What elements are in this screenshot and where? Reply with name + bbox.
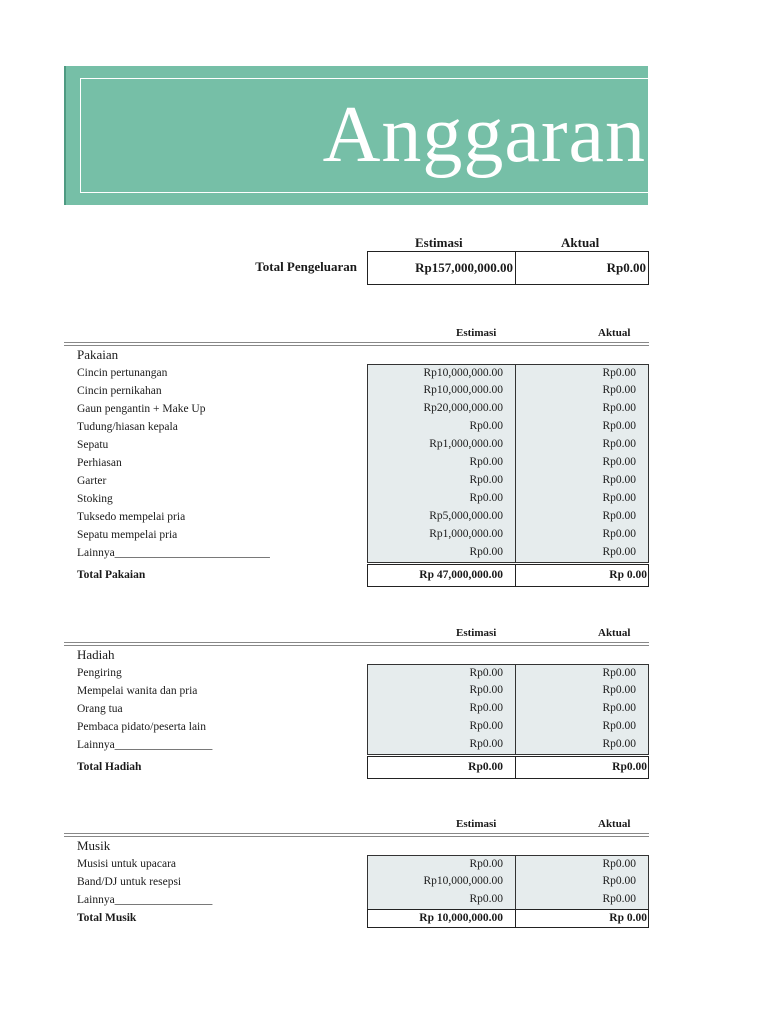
budget-row: [64, 891, 649, 909]
aktual-cell[interactable]: Rp0.00: [516, 436, 648, 454]
estimasi-header: Estimasi: [456, 327, 497, 339]
section-hadiah: [64, 627, 649, 779]
estimasi-cell[interactable]: Rp5,000,000.00: [368, 508, 516, 526]
estimasi-cell[interactable]: Rp0.00: [368, 418, 516, 436]
estimasi-cell[interactable]: Rp0.00: [368, 665, 516, 682]
aktual-header: Aktual: [598, 627, 631, 639]
total-label: Total Musik: [77, 912, 137, 924]
section-pakaian: [64, 327, 649, 587]
budget-rows: [64, 664, 649, 754]
section-total-row: [64, 564, 649, 587]
row-label: Pengiring: [77, 667, 122, 679]
row-label: Orang tua: [77, 703, 123, 715]
aktual-cell[interactable]: Rp0.00: [516, 856, 648, 873]
section-title: Hadiah: [77, 647, 115, 662]
row-label: Lainnya_________________: [77, 739, 213, 751]
budget-row: [64, 490, 649, 508]
estimasi-cell[interactable]: Rp1,000,000.00: [368, 436, 516, 454]
aktual-cell[interactable]: Rp0.00: [516, 544, 648, 562]
aktual-cell[interactable]: Rp0.00: [516, 418, 648, 436]
estimasi-cell[interactable]: Rp0.00: [368, 891, 516, 909]
aktual-cell[interactable]: Rp0.00: [516, 454, 648, 472]
row-label: Garter: [77, 475, 107, 487]
column-headers: [64, 627, 649, 641]
total-estimasi[interactable]: Rp0.00: [368, 757, 516, 778]
total-aktual[interactable]: Rp0.00: [612, 761, 647, 773]
budget-row: [64, 873, 649, 891]
budget-row: [64, 364, 649, 382]
summary-total-aktual[interactable]: Rp0.00: [606, 260, 646, 275]
estimasi-header: Estimasi: [456, 818, 497, 830]
budget-row: [64, 718, 649, 736]
section-title: Musik: [77, 838, 111, 853]
summary-total-box: [367, 251, 649, 285]
budget-row: [64, 454, 649, 472]
row-label: Sepatu mempelai pria: [77, 529, 178, 541]
estimasi-cell[interactable]: Rp0.00: [368, 682, 516, 700]
row-label: Cincin pernikahan: [77, 385, 162, 397]
title-banner: [64, 66, 648, 205]
row-label: Lainnya___________________________: [77, 547, 270, 559]
total-aktual[interactable]: Rp 0.00: [609, 912, 647, 924]
row-label: Tudung/hiasan kepala: [77, 421, 178, 433]
aktual-cell[interactable]: Rp0.00: [516, 526, 648, 544]
budget-row: [64, 382, 649, 400]
row-label: Perhiasan: [77, 457, 122, 469]
row-label: Tuksedo mempelai pria: [77, 511, 186, 523]
aktual-cell[interactable]: Rp0.00: [516, 891, 648, 909]
budget-row: [64, 736, 649, 754]
row-label: Stoking: [77, 493, 113, 505]
total-estimasi[interactable]: Rp 10,000,000.00: [368, 910, 516, 927]
budget-row: [64, 472, 649, 490]
row-label: Lainnya_________________: [77, 894, 213, 906]
estimasi-cell[interactable]: Rp0.00: [368, 718, 516, 736]
budget-row: [64, 400, 649, 418]
aktual-cell[interactable]: Rp0.00: [516, 382, 648, 400]
aktual-cell[interactable]: Rp0.00: [516, 490, 648, 508]
budget-row: [64, 544, 649, 562]
column-headers: [64, 327, 649, 341]
section-total-row: [64, 756, 649, 779]
budget-row: [64, 526, 649, 544]
aktual-cell[interactable]: Rp0.00: [516, 700, 648, 718]
aktual-cell[interactable]: Rp0.00: [516, 665, 648, 682]
aktual-header: Aktual: [598, 818, 631, 830]
budget-row: [64, 700, 649, 718]
row-label: Mempelai wanita dan pria: [77, 685, 198, 697]
estimasi-cell[interactable]: Rp0.00: [368, 700, 516, 718]
estimasi-cell[interactable]: Rp20,000,000.00: [368, 400, 516, 418]
aktual-cell[interactable]: Rp0.00: [516, 682, 648, 700]
aktual-cell[interactable]: Rp0.00: [516, 400, 648, 418]
aktual-header: Aktual: [598, 327, 631, 339]
section-title: Pakaian: [77, 347, 119, 362]
summary-aktual-header: Aktual: [561, 235, 600, 250]
row-label: Band/DJ untuk resepsi: [77, 876, 182, 888]
total-label: Total Hadiah: [77, 761, 142, 773]
summary-estimasi-header: Estimasi: [415, 235, 463, 250]
page-title: Anggaran: [322, 91, 646, 179]
summary-total-label: Total Pengeluaran: [255, 259, 357, 274]
summary-total-estimasi[interactable]: Rp157,000,000.00: [368, 252, 516, 284]
estimasi-cell[interactable]: Rp0.00: [368, 472, 516, 490]
budget-row: [64, 436, 649, 454]
aktual-cell[interactable]: Rp0.00: [516, 508, 648, 526]
estimasi-cell[interactable]: Rp10,000,000.00: [368, 365, 516, 382]
aktual-cell[interactable]: Rp0.00: [516, 365, 648, 382]
column-headers: [64, 818, 649, 832]
budget-row: [64, 508, 649, 526]
budget-rows: [64, 364, 649, 562]
budget-row: [64, 418, 649, 436]
section-musik: [64, 818, 649, 932]
total-label: Total Pakaian: [77, 569, 146, 581]
estimasi-cell[interactable]: Rp0.00: [368, 856, 516, 873]
row-label: Gaun pengantin + Make Up: [77, 403, 206, 415]
row-label: Sepatu: [77, 439, 109, 451]
aktual-cell[interactable]: Rp0.00: [516, 718, 648, 736]
total-estimasi[interactable]: Rp 47,000,000.00: [368, 565, 516, 586]
estimasi-cell[interactable]: Rp0.00: [368, 544, 516, 562]
row-label: Cincin pertunangan: [77, 367, 168, 379]
aktual-cell[interactable]: Rp0.00: [516, 736, 648, 754]
budget-rows: [64, 855, 649, 909]
budget-row: [64, 682, 649, 700]
total-aktual[interactable]: Rp 0.00: [609, 569, 647, 581]
section-total-row: [64, 909, 649, 932]
estimasi-cell[interactable]: Rp0.00: [368, 454, 516, 472]
budget-row: [64, 664, 649, 682]
row-label: Musisi untuk upacara: [77, 858, 177, 870]
estimasi-cell[interactable]: Rp10,000,000.00: [368, 873, 516, 891]
estimasi-cell[interactable]: Rp1,000,000.00: [368, 526, 516, 544]
row-label: Pembaca pidato/peserta lain: [77, 721, 207, 733]
budget-row: [64, 855, 649, 873]
aktual-cell[interactable]: Rp0.00: [516, 873, 648, 891]
estimasi-header: Estimasi: [456, 627, 497, 639]
estimasi-cell[interactable]: Rp0.00: [368, 736, 516, 754]
estimasi-cell[interactable]: Rp10,000,000.00: [368, 382, 516, 400]
estimasi-cell[interactable]: Rp0.00: [368, 490, 516, 508]
aktual-cell[interactable]: Rp0.00: [516, 472, 648, 490]
